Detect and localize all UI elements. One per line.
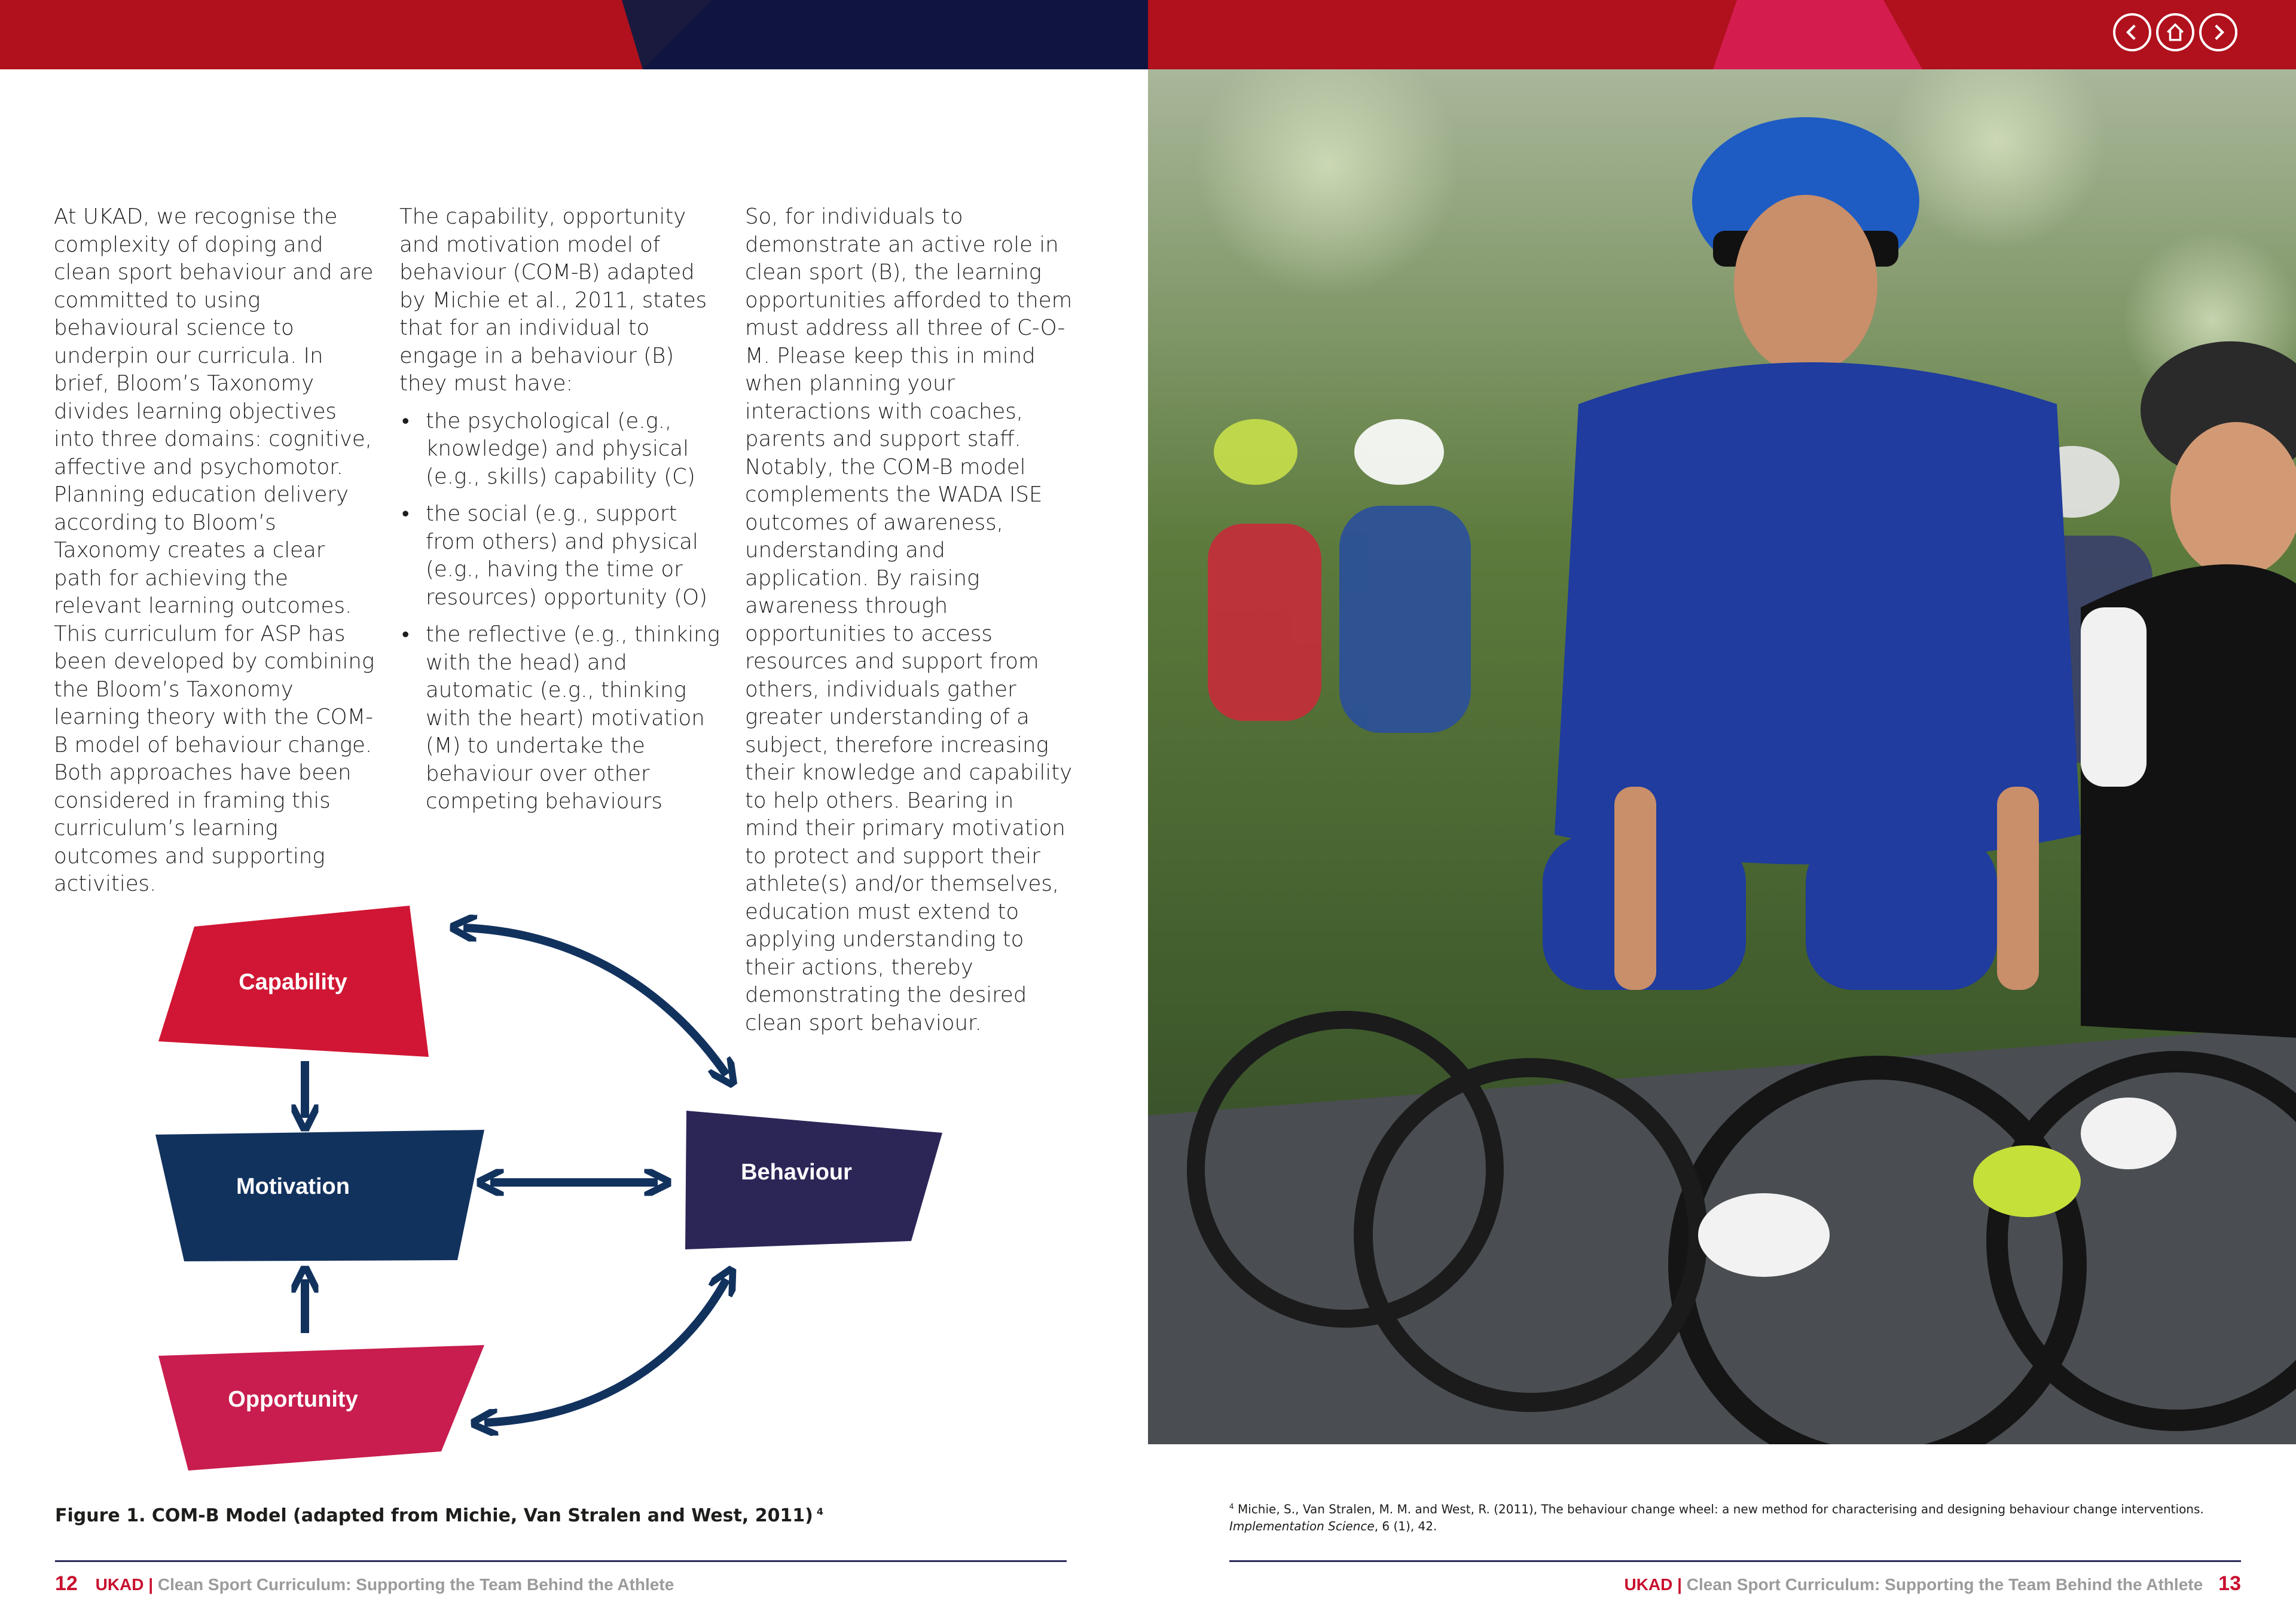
footnote-reference[interactable]: 4 <box>816 1506 824 1517</box>
arrow-capability-behaviour <box>463 928 726 1075</box>
com-b-list <box>399 408 727 816</box>
list-item: • the psychological (e.g., knowledge) and physical (e.g., skills) capability (C) <box>399 408 727 491</box>
figure-caption-text: Figure 1. COM-B Model (adapted from Michie, Van Stralen and West, 2011) <box>55 1505 813 1526</box>
cyclists-photo <box>1148 69 2296 1444</box>
footnote-number: 4 <box>1229 1502 1234 1511</box>
footnote-journal: Implementation Science <box>1229 1518 1375 1533</box>
outcomes-paragraph: So, for individuals to demonstrate an active role in clean sport (B), the learning opportunities afforded to them must address all three of C-O-M. Please keep this in mind when planning your interactions with coaches, parents and support staff. Notably, the COM-B model complements the WADA ISE outcomes of awareness, understanding and application. By raising awareness through opportunities to access resources and support from others, individuals gather greater understanding of a subject, therefore increasing their knowledge and capability to help others. Bearing in mind their primary motivation to protect and support their athlete(s) and/or themselves, education must extend to applying understanding to their actions, thereby demonstrating the desired clean sport behaviour. <box>745 204 1073 1035</box>
figure-caption <box>55 1505 823 1526</box>
footer-org: UKAD <box>1624 1575 1673 1594</box>
list-item: • the reflective (e.g., thinking with the head) and automatic (e.g., thinking with the heart) motivation (M) to undertake the behaviour over other competing behaviours <box>399 621 727 816</box>
top-banner <box>0 0 2296 69</box>
footer-separator: | <box>1672 1575 1687 1594</box>
footer-separator: | <box>144 1575 158 1594</box>
opportunity-label: Opportunity <box>228 1387 358 1412</box>
com-b-diagram <box>138 885 963 1494</box>
intro-paragraph: At UKAD, we recognise the complexity of doping and clean sport behaviour and are committed to using behavioural science to underpin our curricula. In brief, Bloom’s Taxonomy divides learning objectives into three domains: cognitive, affective and psychomotor. Planning education delivery according to Bloom’s Taxonomy creates a clear path for achieving the relevant learning outcomes. This curriculum for ASP has been developed by combining the Bloom’s Taxonomy learning theory with the COM-B model of behaviour change. Both approaches have been considered in framing this curriculum’s learning outcomes and supporting activities. <box>54 204 375 896</box>
previous-page-button[interactable] <box>2113 13 2151 51</box>
footer-org: UKAD <box>95 1575 144 1594</box>
chevron-left-icon <box>2122 22 2142 42</box>
page-number: 13 <box>2218 1572 2241 1595</box>
chevron-right-icon <box>2208 22 2228 42</box>
body-column-1 <box>54 203 377 898</box>
next-page-button[interactable] <box>2199 13 2237 51</box>
footer-right <box>1625 1572 2242 1596</box>
home-icon <box>2165 22 2185 42</box>
footnote <box>1229 1498 2246 1535</box>
arrow-opportunity-behaviour <box>484 1279 726 1423</box>
capability-label: Capability <box>239 970 347 995</box>
page-number: 12 <box>55 1572 78 1595</box>
behaviour-label: Behaviour <box>741 1160 852 1185</box>
com-b-intro-paragraph: The capability, opportunity and motivation model of behaviour (COM-B) adapted by Michie et al., 2011, states that for an individual to engage in a behaviour (B) they must have: <box>399 204 707 396</box>
motivation-label: Motivation <box>236 1174 350 1199</box>
home-button[interactable] <box>2156 13 2194 51</box>
body-column-2 <box>399 203 727 816</box>
footer-rule-right <box>1229 1560 2241 1562</box>
footer-rule-left <box>55 1560 1067 1562</box>
footnote-citation: Michie, S., Van Stralen, M. M. and West, R. (2011), The behaviour change wheel: a new method for characterising and designing behaviour change interventions. <box>1238 1502 2204 1517</box>
list-item: • the social (e.g., support from others) and physical (e.g., having the time or resources) opportunity (O) <box>399 500 727 612</box>
footer-title: Clean Sport Curriculum: Supporting the Team Behind the Athlete <box>1686 1575 2203 1594</box>
footnote-volume: , 6 (1), 42. <box>1374 1518 1437 1533</box>
footer-left <box>55 1572 674 1596</box>
footer-title: Clean Sport Curriculum: Supporting the Team Behind the Athlete <box>157 1575 674 1594</box>
